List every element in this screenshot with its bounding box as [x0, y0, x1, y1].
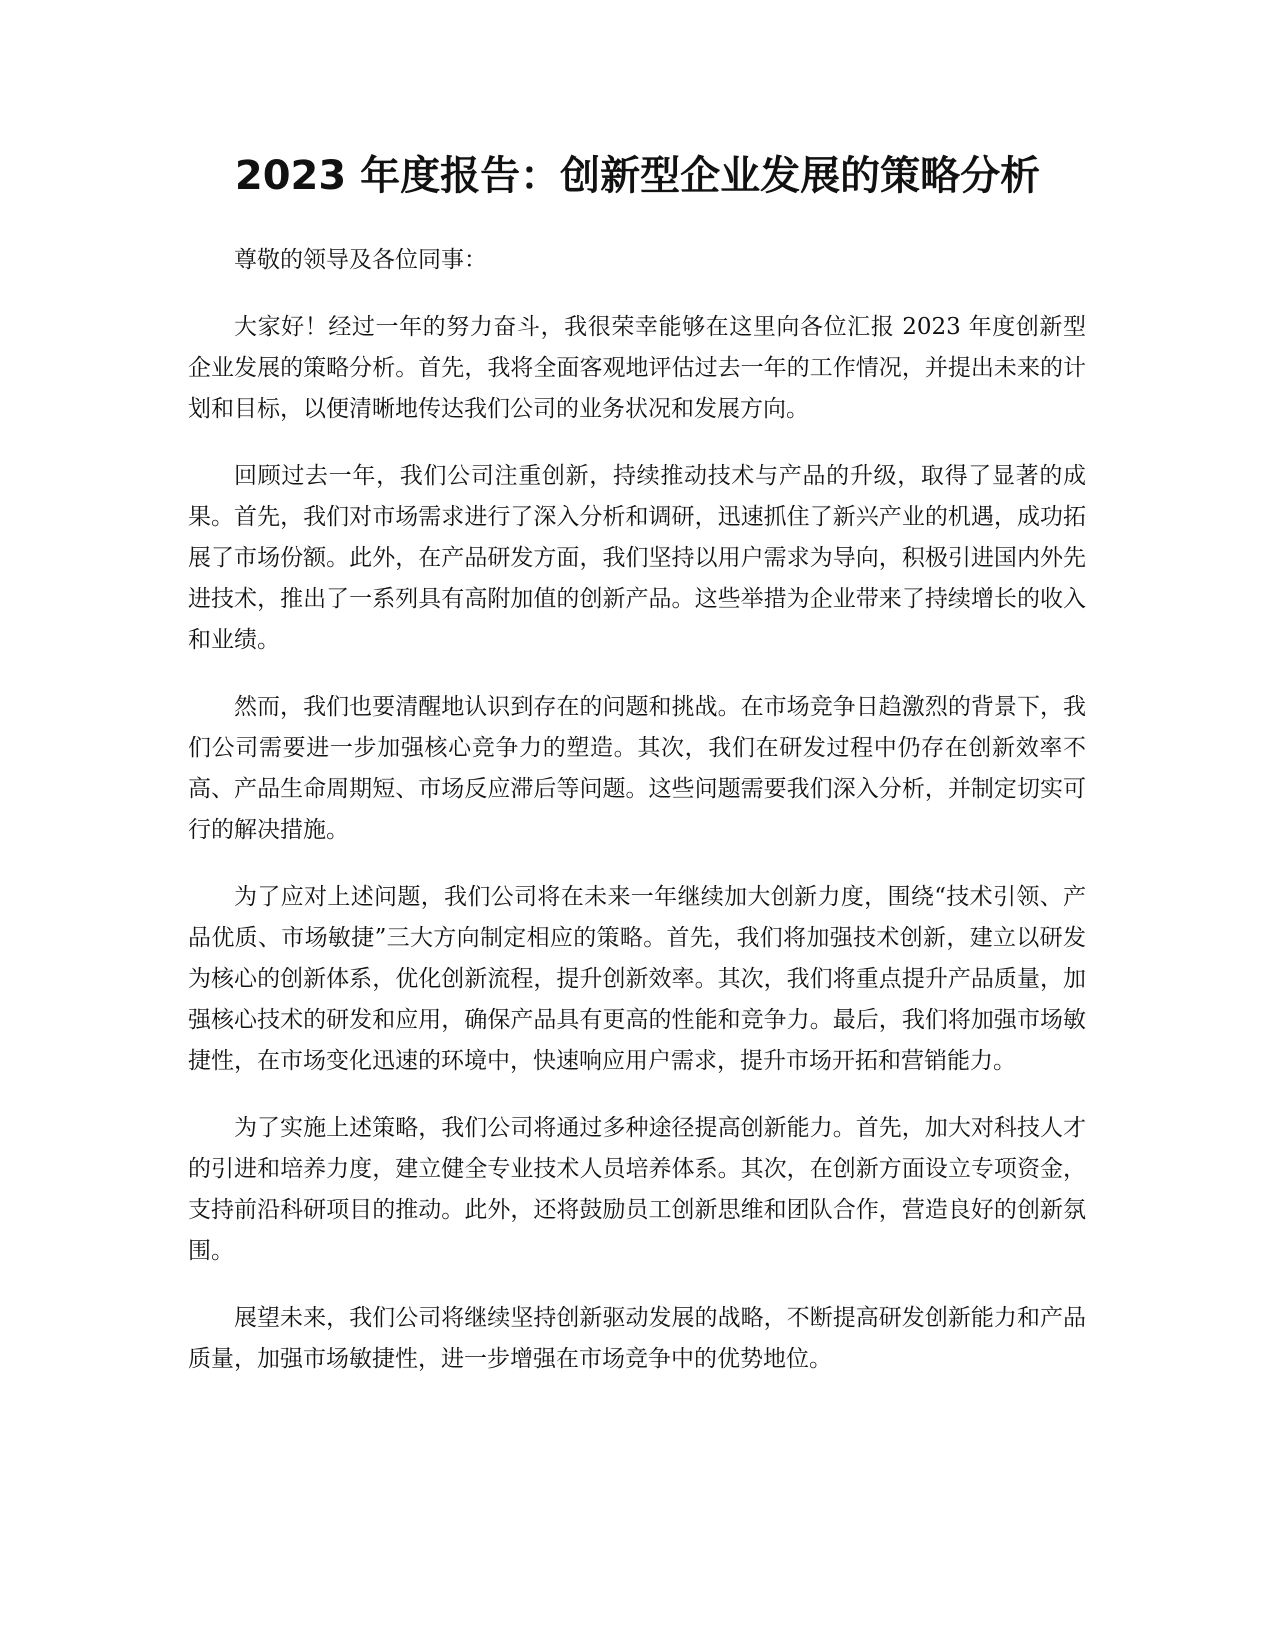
- paragraph-implementation: 为了实施上述策略，我们公司将通过多种途径提高创新能力。首先，加大对科技人才的引进和培养力度，建立健全专业技术人员培养体系。其次，在创新方面设立专项资金，支持前沿科研项目的推动。此外，还将鼓励员工创新思维和团队合作，营造良好的创新氛围。: [188, 1115, 1086, 1264]
- paragraph-review: 回顾过去一年，我们公司注重创新，持续推动技术与产品的升级，取得了显著的成果。首先，我们对市场需求进行了深入分析和调研，迅速抓住了新兴产业的机遇，成功拓展了市场份额。此外，在产品研发方面，我们坚持以用户需求为导向，积极引进国内外先进技术，推出了一系列具有高附加值的创新产品。这些举措为企业带来了持续增长的收入和业绩。: [188, 463, 1086, 653]
- paragraph-challenges: 然而，我们也要清醒地认识到存在的问题和挑战。在市场竞争日趋激烈的背景下，我们公司需要进一步加强核心竞争力的塑造。其次，我们在研发过程中仍存在创新效率不高、产品生命周期短、市场反应滞后等问题。这些问题需要我们深入分析，并制定切实可行的解决措施。: [188, 694, 1086, 843]
- document-body: [188, 240, 1086, 1406]
- document-title: 2023 年度报告：创新型企业发展的策略分析: [234, 153, 1041, 199]
- paragraph-outlook: 展望未来，我们公司将继续坚持创新驱动发展的战略，不断提高研发创新能力和产品质量，加强市场敏捷性，进一步增强在市场竞争中的优势地位。: [188, 1305, 1086, 1372]
- paragraph-greeting: 尊敬的领导及各位同事：: [234, 247, 487, 273]
- paragraph-strategy: 为了应对上述问题，我们公司将在未来一年继续加大创新力度，围绕“技术引领、产品优质、市场敏捷”三大方向制定相应的策略。首先，我们将加强技术创新，建立以研发为核心的创新体系，优化创新流程，提升创新效率。其次，我们将重点提升产品质量，加强核心技术的研发和应用，确保产品具有更高的性能和竞争力。最后，我们将加强市场敏捷性，在市场变化迅速的环境中，快速响应用户需求，提升市场开拓和营销能力。: [188, 884, 1086, 1074]
- paragraph-introduction: 大家好！经过一年的努力奋斗，我很荣幸能够在这里向各位汇报 2023 年度创新型企业发展的策略分析。首先，我将全面客观地评估过去一年的工作情况，并提出未来的计划和目标，以便清晰地传达我们公司的业务状况和发展方向。: [188, 314, 1086, 422]
